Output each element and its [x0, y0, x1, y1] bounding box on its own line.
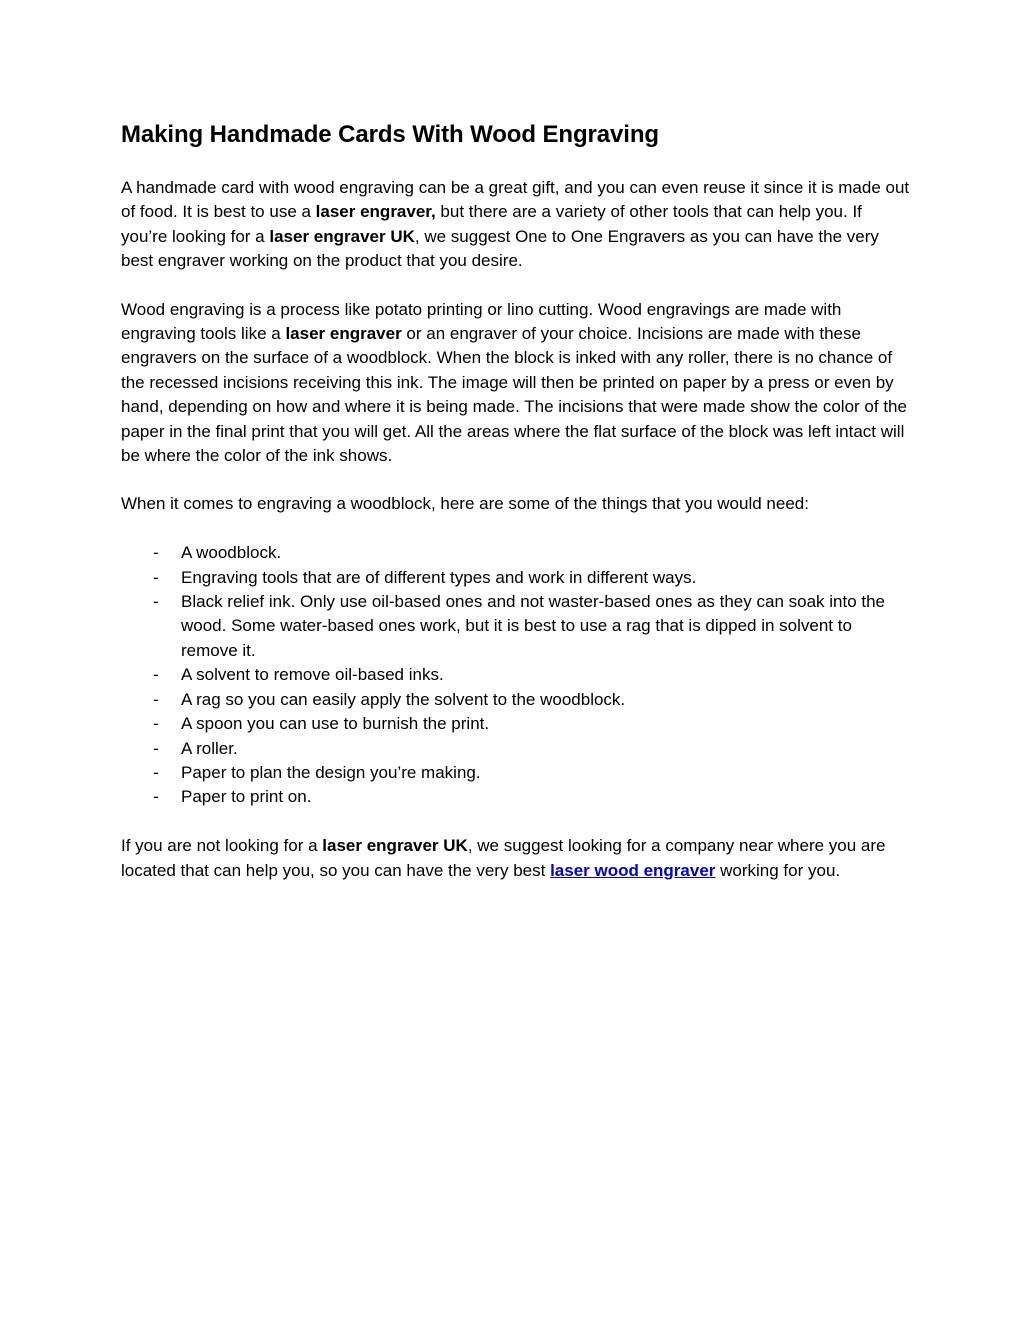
list-item	[121, 761, 911, 785]
list-item-text: Black relief ink. Only use oil-based ones and not waster-based ones as they can soak into the wood. Some water-based ones work, but it is best to use a rag that is dipped in solvent to remove it.	[181, 592, 886, 660]
list-dash: -	[153, 738, 159, 758]
document-page	[121, 118, 911, 883]
closing-text-2: , we suggest looking for a company near where you are located that can help you, so you can have the very best	[121, 836, 886, 880]
tools-list	[121, 541, 911, 809]
process-text-2: or an engraver of your choice. Incisions are made with these engravers on the surface of a woodblock. When the block is inked with any roller, there is no chance of the recessed incisions receiving this ink. The image will then be printed on paper by a press or even by hand, depending on how and where it is being made. The incisions that were made show the color of the paper in the final print that you will get. All the areas where the flat surface of the block was left intact will be where the color of the ink shows.	[121, 324, 907, 466]
intro-paragraph	[121, 176, 911, 274]
list-item	[121, 785, 911, 809]
process-bold-laser-engraver: laser engraver	[285, 324, 402, 344]
list-item	[121, 688, 911, 712]
list-item	[121, 541, 911, 565]
list-item-text: A woodblock.	[181, 543, 282, 563]
list-dash: -	[153, 787, 159, 807]
closing-bold-laser-engraver-uk: laser engraver UK	[322, 836, 468, 856]
list-item	[121, 590, 911, 663]
list-dash: -	[153, 689, 159, 709]
list-dash: -	[153, 714, 159, 734]
list-dash: -	[153, 567, 159, 587]
closing-paragraph	[121, 834, 911, 883]
closing-text-1: If you are not looking for a	[121, 836, 323, 856]
closing-text-3: working for you.	[715, 860, 841, 880]
intro-text-1: A handmade card with wood engraving can be a great gift, and you can even reuse it since it is made out of food. It is best to use a	[121, 178, 910, 222]
process-paragraph	[121, 298, 911, 469]
list-item-text: Paper to print on.	[181, 787, 312, 807]
list-item	[121, 712, 911, 736]
intro-bold-laser-engraver-uk: laser engraver UK	[269, 226, 415, 246]
list-item	[121, 566, 911, 590]
needs-intro-paragraph: When it comes to engraving a woodblock, here are some of the things that you would need:	[121, 494, 809, 514]
list-dash: -	[153, 592, 159, 612]
document-title: Making Handmade Cards With Wood Engraving	[121, 121, 659, 148]
list-item-text: A roller.	[181, 738, 238, 758]
list-item-text: A spoon you can use to burnish the print.	[181, 714, 490, 734]
list-item-text: A solvent to remove oil-based inks.	[181, 665, 444, 685]
list-item-text: Engraving tools that are of different types and work in different ways.	[181, 567, 697, 587]
list-dash: -	[153, 762, 159, 782]
intro-text-3: , we suggest One to One Engravers as you can have the very best engraver working on the product that you desire.	[121, 226, 879, 271]
list-dash: -	[153, 665, 159, 685]
process-text-1: Wood engraving is a process like potato printing or lino cutting. Wood engravings are made with engraving tools like a	[121, 299, 842, 344]
list-item	[121, 737, 911, 761]
intro-text-2: but there are a variety of other tools that can help you. If you’re looking for a	[121, 202, 862, 246]
list-item-text: Paper to plan the design you’re making.	[181, 762, 481, 782]
list-item	[121, 663, 911, 687]
list-dash: -	[153, 543, 159, 563]
laser-wood-engraver-link[interactable]: laser wood engraver	[550, 860, 716, 880]
list-item-text: A rag so you can easily apply the solvent to the woodblock.	[181, 689, 626, 709]
intro-bold-laser-engraver: laser engraver,	[315, 202, 436, 222]
